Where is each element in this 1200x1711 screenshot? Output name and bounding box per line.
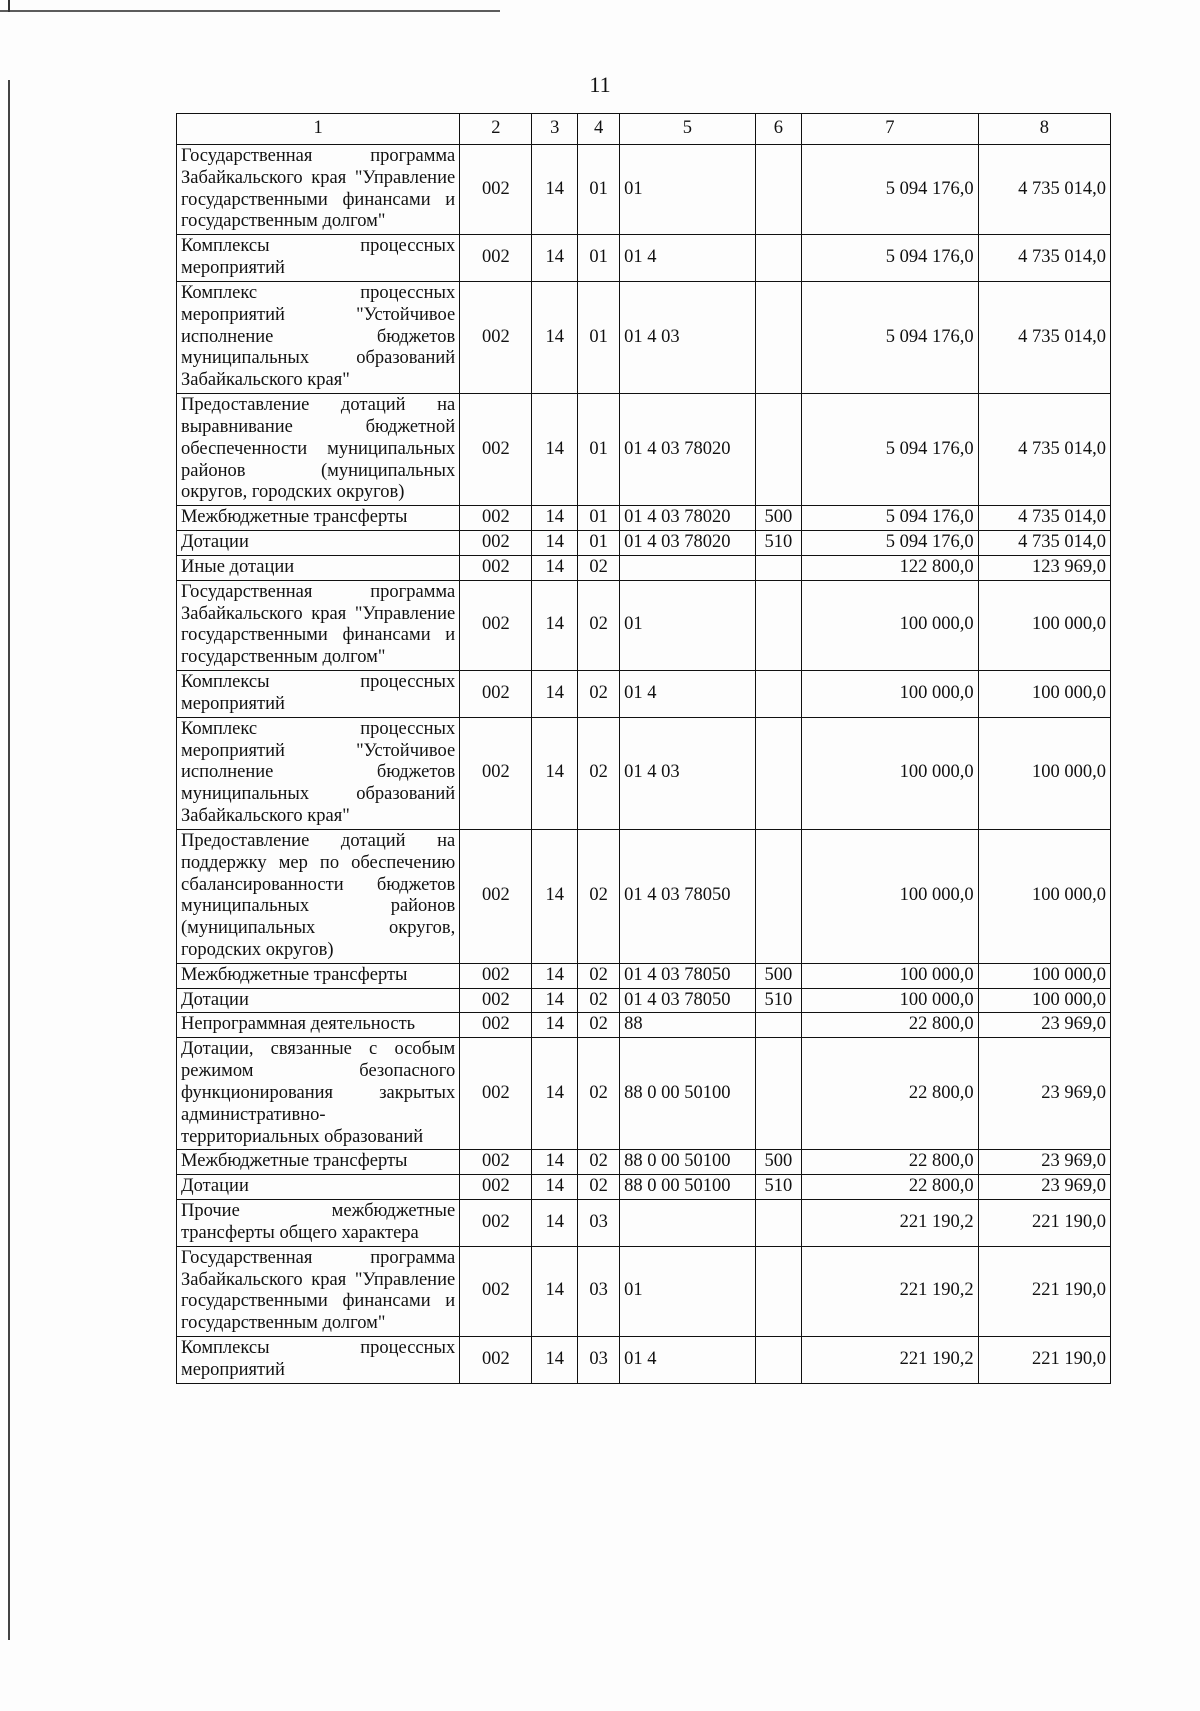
row-expense-type-cell	[755, 717, 802, 829]
row-name-cell: Дотации	[177, 1175, 460, 1200]
row-amount-year2-cell: 221 190,0	[978, 1200, 1110, 1247]
scan-edge-left	[8, 80, 10, 1640]
row-grbs-cell: 002	[460, 1013, 532, 1038]
row-target-article-cell: 88 0 00 50100	[620, 1175, 755, 1200]
column-header: 6	[755, 114, 802, 145]
row-target-article-cell: 01	[620, 145, 755, 235]
row-grbs-cell: 002	[460, 1175, 532, 1200]
row-amount-year1-cell: 221 190,2	[802, 1246, 978, 1336]
row-section-cell: 14	[532, 394, 578, 506]
row-amount-year1-cell: 5 094 176,0	[802, 145, 978, 235]
row-target-article-cell: 88 0 00 50100	[620, 1038, 755, 1150]
column-header: 7	[802, 114, 978, 145]
table-row	[177, 1038, 1111, 1150]
row-amount-year2-cell: 100 000,0	[978, 671, 1110, 718]
row-grbs-cell: 002	[460, 829, 532, 963]
table-row	[177, 717, 1111, 829]
row-subsection-cell: 01	[578, 281, 620, 393]
row-target-article-cell: 01 4 03	[620, 717, 755, 829]
row-section-cell: 14	[532, 1038, 578, 1150]
row-amount-year1-cell: 5 094 176,0	[802, 531, 978, 556]
row-name-cell: Комплексы процессных мероприятий	[177, 235, 460, 282]
row-section-cell: 14	[532, 555, 578, 580]
row-amount-year2-cell: 23 969,0	[978, 1175, 1110, 1200]
row-subsection-cell: 03	[578, 1200, 620, 1247]
row-amount-year2-cell: 4 735 014,0	[978, 235, 1110, 282]
table-row	[177, 555, 1111, 580]
row-name-cell: Комплекс процессных мероприятий "Устойчивое исполнение бюджетов муниципальных образований Забайкальского края"	[177, 281, 460, 393]
row-target-article-cell: 01 4 03 78020	[620, 394, 755, 506]
table-row	[177, 1175, 1111, 1200]
table-row	[177, 506, 1111, 531]
row-amount-year1-cell: 5 094 176,0	[802, 506, 978, 531]
row-subsection-cell: 03	[578, 1337, 620, 1384]
row-name-cell: Межбюджетные трансферты	[177, 963, 460, 988]
row-amount-year2-cell: 23 969,0	[978, 1013, 1110, 1038]
table-row	[177, 145, 1111, 235]
page-number: 11	[589, 72, 611, 97]
row-subsection-cell: 02	[578, 1013, 620, 1038]
row-name-cell: Государственная программа Забайкальского края "Управление государственными финансами и государственным долгом"	[177, 145, 460, 235]
row-amount-year2-cell: 100 000,0	[978, 988, 1110, 1013]
row-section-cell: 14	[532, 1200, 578, 1247]
row-amount-year1-cell: 100 000,0	[802, 717, 978, 829]
row-target-article-cell: 01 4	[620, 235, 755, 282]
row-section-cell: 14	[532, 1175, 578, 1200]
row-subsection-cell: 01	[578, 506, 620, 531]
row-section-cell: 14	[532, 531, 578, 556]
row-amount-year2-cell: 100 000,0	[978, 717, 1110, 829]
row-expense-type-cell	[755, 580, 802, 670]
table-row	[177, 1013, 1111, 1038]
row-name-cell: Иные дотации	[177, 555, 460, 580]
row-expense-type-cell: 500	[755, 963, 802, 988]
row-subsection-cell: 02	[578, 671, 620, 718]
row-subsection-cell: 01	[578, 235, 620, 282]
row-target-article-cell: 01 4	[620, 1337, 755, 1384]
table-row	[177, 394, 1111, 506]
row-name-cell: Комплексы процессных мероприятий	[177, 1337, 460, 1384]
row-section-cell: 14	[532, 1246, 578, 1336]
row-amount-year2-cell: 4 735 014,0	[978, 394, 1110, 506]
row-amount-year2-cell: 4 735 014,0	[978, 506, 1110, 531]
row-grbs-cell: 002	[460, 555, 532, 580]
row-grbs-cell: 002	[460, 1200, 532, 1247]
row-amount-year2-cell: 4 735 014,0	[978, 531, 1110, 556]
row-name-cell: Предоставление дотаций на выравнивание бюджетной обеспеченности муниципальных районов (муниципальных округов, городских округов)	[177, 394, 460, 506]
row-section-cell: 14	[532, 235, 578, 282]
row-name-cell: Дотации	[177, 988, 460, 1013]
row-expense-type-cell	[755, 1246, 802, 1336]
row-amount-year2-cell: 23 969,0	[978, 1038, 1110, 1150]
row-expense-type-cell	[755, 1038, 802, 1150]
row-grbs-cell: 002	[460, 235, 532, 282]
row-section-cell: 14	[532, 1013, 578, 1038]
row-amount-year2-cell: 4 735 014,0	[978, 281, 1110, 393]
row-expense-type-cell: 510	[755, 531, 802, 556]
row-name-cell: Межбюджетные трансферты	[177, 1150, 460, 1175]
row-subsection-cell: 02	[578, 1038, 620, 1150]
row-subsection-cell: 02	[578, 1175, 620, 1200]
column-header: 5	[620, 114, 755, 145]
table-row	[177, 1337, 1111, 1384]
column-header: 3	[532, 114, 578, 145]
row-name-cell: Непрограммная деятельность	[177, 1013, 460, 1038]
row-name-cell: Предоставление дотаций на поддержку мер по обеспечению сбалансированности бюджетов муниципальных районов (муниципальных округов, городских округов)	[177, 829, 460, 963]
row-amount-year1-cell: 100 000,0	[802, 671, 978, 718]
row-name-cell: Комплексы процессных мероприятий	[177, 671, 460, 718]
row-target-article-cell: 01 4 03 78050	[620, 988, 755, 1013]
row-subsection-cell: 02	[578, 580, 620, 670]
row-subsection-cell: 02	[578, 963, 620, 988]
table-row	[177, 1200, 1111, 1247]
row-amount-year1-cell: 22 800,0	[802, 1150, 978, 1175]
row-amount-year1-cell: 22 800,0	[802, 1175, 978, 1200]
row-expense-type-cell	[755, 1337, 802, 1384]
scan-edge-corner	[8, 0, 10, 12]
table-row	[177, 1150, 1111, 1175]
row-expense-type-cell	[755, 671, 802, 718]
table-row	[177, 963, 1111, 988]
column-header: 8	[978, 114, 1110, 145]
row-grbs-cell: 002	[460, 1246, 532, 1336]
row-amount-year1-cell: 100 000,0	[802, 580, 978, 670]
row-target-article-cell: 01 4 03 78050	[620, 963, 755, 988]
row-target-article-cell	[620, 1200, 755, 1247]
row-grbs-cell: 002	[460, 580, 532, 670]
row-subsection-cell: 02	[578, 717, 620, 829]
column-header: 4	[578, 114, 620, 145]
row-target-article-cell: 01	[620, 1246, 755, 1336]
row-grbs-cell: 002	[460, 531, 532, 556]
row-subsection-cell: 02	[578, 988, 620, 1013]
row-name-cell: Комплекс процессных мероприятий "Устойчивое исполнение бюджетов муниципальных образований Забайкальского края"	[177, 717, 460, 829]
row-expense-type-cell: 510	[755, 1175, 802, 1200]
row-subsection-cell: 01	[578, 145, 620, 235]
table-row	[177, 580, 1111, 670]
row-amount-year2-cell: 221 190,0	[978, 1337, 1110, 1384]
row-grbs-cell: 002	[460, 394, 532, 506]
row-amount-year1-cell: 5 094 176,0	[802, 235, 978, 282]
row-section-cell: 14	[532, 145, 578, 235]
row-name-cell: Государственная программа Забайкальского края "Управление государственными финансами и государственным долгом"	[177, 1246, 460, 1336]
row-name-cell: Межбюджетные трансферты	[177, 506, 460, 531]
row-amount-year2-cell: 100 000,0	[978, 580, 1110, 670]
table-row	[177, 235, 1111, 282]
row-section-cell: 14	[532, 580, 578, 670]
row-expense-type-cell	[755, 394, 802, 506]
row-grbs-cell: 002	[460, 506, 532, 531]
row-name-cell: Дотации	[177, 531, 460, 556]
header-row	[177, 114, 1111, 145]
row-expense-type-cell	[755, 1013, 802, 1038]
row-target-article-cell: 01 4 03 78020	[620, 531, 755, 556]
row-name-cell: Дотации, связанные с особым режимом безопасного функционирования закрытых административно-территориальных образований	[177, 1038, 460, 1150]
row-amount-year2-cell: 100 000,0	[978, 829, 1110, 963]
row-expense-type-cell: 510	[755, 988, 802, 1013]
budget-table	[176, 113, 1111, 1384]
row-section-cell: 14	[532, 829, 578, 963]
row-expense-type-cell	[755, 145, 802, 235]
row-grbs-cell: 002	[460, 963, 532, 988]
row-grbs-cell: 002	[460, 717, 532, 829]
row-grbs-cell: 002	[460, 988, 532, 1013]
row-amount-year1-cell: 221 190,2	[802, 1200, 978, 1247]
row-section-cell: 14	[532, 506, 578, 531]
row-name-cell: Прочие межбюджетные трансферты общего характера	[177, 1200, 460, 1247]
row-expense-type-cell: 500	[755, 506, 802, 531]
row-subsection-cell: 01	[578, 394, 620, 506]
row-section-cell: 14	[532, 671, 578, 718]
row-subsection-cell: 03	[578, 1246, 620, 1336]
row-section-cell: 14	[532, 1150, 578, 1175]
table-row	[177, 1246, 1111, 1336]
row-amount-year1-cell: 100 000,0	[802, 963, 978, 988]
table-row	[177, 829, 1111, 963]
row-section-cell: 14	[532, 963, 578, 988]
row-amount-year1-cell: 22 800,0	[802, 1038, 978, 1150]
row-grbs-cell: 002	[460, 1337, 532, 1384]
row-grbs-cell: 002	[460, 1038, 532, 1150]
row-subsection-cell: 02	[578, 555, 620, 580]
row-target-article-cell: 88 0 00 50100	[620, 1150, 755, 1175]
row-target-article-cell: 01 4 03 78050	[620, 829, 755, 963]
row-name-cell: Государственная программа Забайкальского края "Управление государственными финансами и государственным долгом"	[177, 580, 460, 670]
row-grbs-cell: 002	[460, 1150, 532, 1175]
row-section-cell: 14	[532, 717, 578, 829]
row-section-cell: 14	[532, 281, 578, 393]
row-expense-type-cell	[755, 1200, 802, 1247]
row-grbs-cell: 002	[460, 281, 532, 393]
row-amount-year1-cell: 5 094 176,0	[802, 394, 978, 506]
row-target-article-cell	[620, 555, 755, 580]
row-amount-year1-cell: 22 800,0	[802, 1013, 978, 1038]
row-target-article-cell: 01 4 03 78020	[620, 506, 755, 531]
table-row	[177, 988, 1111, 1013]
row-amount-year2-cell: 4 735 014,0	[978, 145, 1110, 235]
row-target-article-cell: 01 4 03	[620, 281, 755, 393]
row-expense-type-cell	[755, 555, 802, 580]
row-subsection-cell: 01	[578, 531, 620, 556]
row-target-article-cell: 88	[620, 1013, 755, 1038]
row-subsection-cell: 02	[578, 829, 620, 963]
column-header: 2	[460, 114, 532, 145]
row-amount-year2-cell: 221 190,0	[978, 1246, 1110, 1336]
row-section-cell: 14	[532, 988, 578, 1013]
row-amount-year1-cell: 100 000,0	[802, 829, 978, 963]
table-row	[177, 531, 1111, 556]
row-section-cell: 14	[532, 1337, 578, 1384]
row-grbs-cell: 002	[460, 671, 532, 718]
row-grbs-cell: 002	[460, 145, 532, 235]
row-target-article-cell: 01	[620, 580, 755, 670]
row-expense-type-cell	[755, 235, 802, 282]
scan-edge-top	[0, 10, 500, 12]
column-header: 1	[177, 114, 460, 145]
row-amount-year1-cell: 221 190,2	[802, 1337, 978, 1384]
row-amount-year1-cell: 122 800,0	[802, 555, 978, 580]
table-row	[177, 671, 1111, 718]
row-amount-year1-cell: 100 000,0	[802, 988, 978, 1013]
row-expense-type-cell	[755, 281, 802, 393]
row-amount-year2-cell: 23 969,0	[978, 1150, 1110, 1175]
row-target-article-cell: 01 4	[620, 671, 755, 718]
row-amount-year2-cell: 100 000,0	[978, 963, 1110, 988]
row-subsection-cell: 02	[578, 1150, 620, 1175]
row-expense-type-cell	[755, 829, 802, 963]
row-amount-year2-cell: 123 969,0	[978, 555, 1110, 580]
row-expense-type-cell: 500	[755, 1150, 802, 1175]
table-row	[177, 281, 1111, 393]
row-amount-year1-cell: 5 094 176,0	[802, 281, 978, 393]
